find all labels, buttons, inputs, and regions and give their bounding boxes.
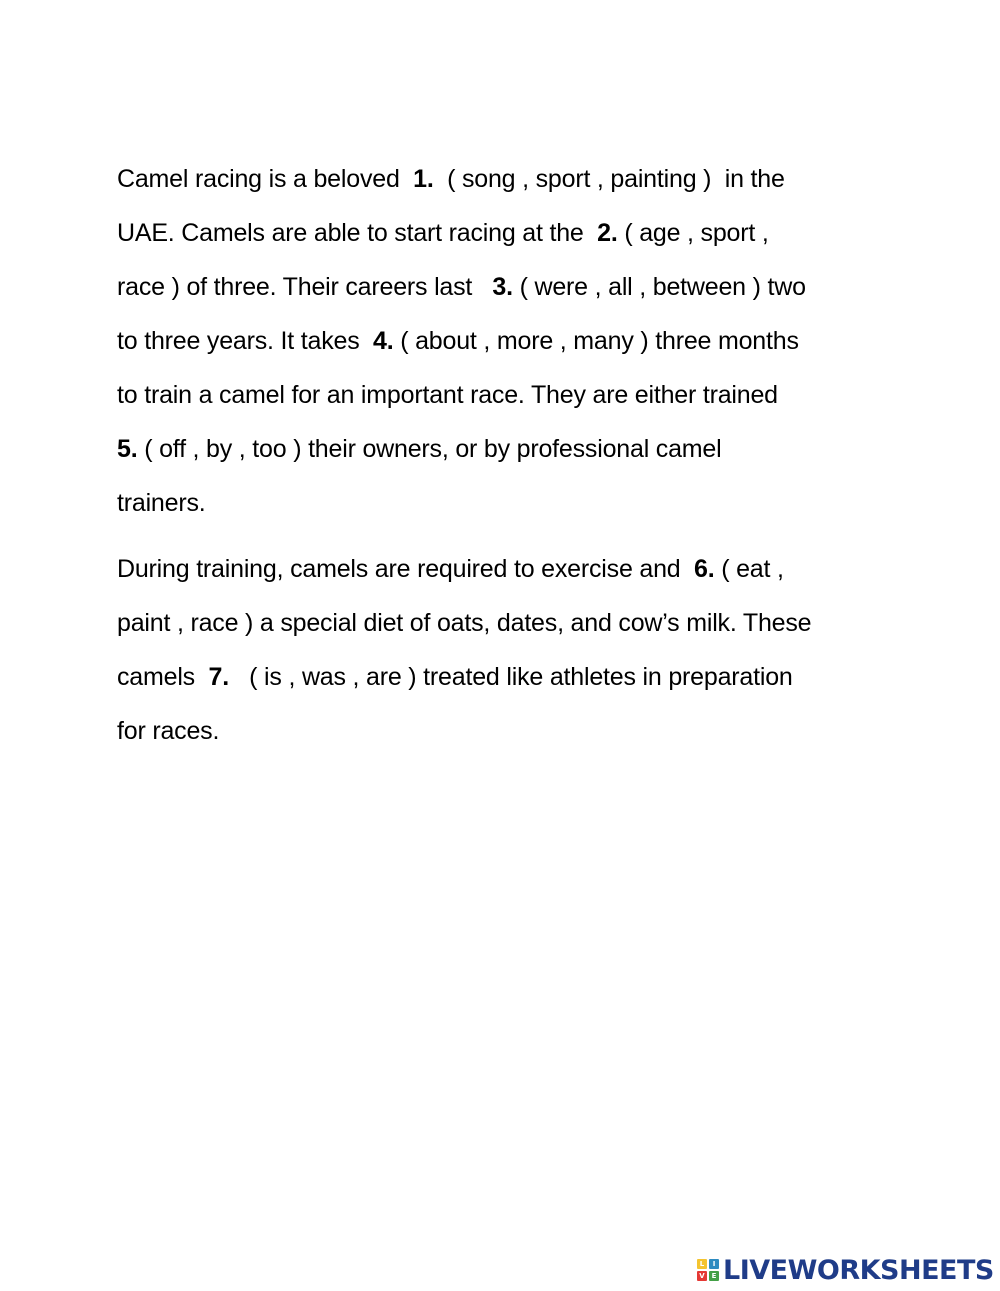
- line-text: to train a camel for an important race. They are either trained: [117, 381, 778, 409]
- brand-name: LIVEWORKSHEETS: [723, 1254, 994, 1286]
- answer-options-6: ( eat ,: [714, 555, 784, 583]
- text-line: [117, 542, 917, 596]
- logo-cell: I: [709, 1259, 719, 1269]
- answer-options-7: ( is , was , are ) treated like athletes in preparation: [228, 663, 793, 691]
- text-line: [117, 368, 917, 422]
- text-line: [117, 260, 917, 314]
- paragraph-spacer: [117, 530, 917, 542]
- answer-options-4: ( about , more , many ) three months: [393, 327, 799, 355]
- question-number-3: 3.: [492, 273, 513, 301]
- text-line: [117, 596, 917, 650]
- question-number-7: 7.: [208, 663, 229, 691]
- text-line: [117, 476, 917, 530]
- text-line: [117, 704, 917, 758]
- line-text: race ) of three. Their careers last: [117, 273, 493, 301]
- paragraph-2: [117, 542, 917, 758]
- line-text: to three years. It takes: [117, 327, 374, 355]
- logo-icon: [697, 1259, 719, 1281]
- answer-options-2: ( age , sport ,: [617, 219, 769, 247]
- line-text: trainers.: [117, 489, 206, 517]
- line-text: During training, camels are required to exercise and: [117, 555, 694, 583]
- text-line: [117, 206, 917, 260]
- text-line: [117, 314, 917, 368]
- question-number-1: 1.: [413, 165, 434, 193]
- answer-options-5: ( off , by , too ) their owners, or by professional camel: [137, 435, 722, 463]
- line-text: paint , race ) a special diet of oats, dates, and cow’s milk. These: [117, 609, 812, 637]
- logo-cell: L: [697, 1259, 707, 1269]
- question-number-6: 6.: [694, 555, 715, 583]
- line-text: Camel racing is a beloved: [117, 165, 414, 193]
- question-number-4: 4.: [373, 327, 394, 355]
- paragraph-1: [117, 152, 917, 530]
- question-number-5: 5.: [117, 435, 138, 463]
- text-line: [117, 152, 917, 206]
- text-line: [117, 650, 917, 704]
- logo-cell: E: [709, 1271, 719, 1281]
- line-text: UAE. Camels are able to start racing at the: [117, 219, 598, 247]
- line-text: camels: [117, 663, 209, 691]
- logo-cell: V: [697, 1271, 707, 1281]
- worksheet-text: [117, 152, 917, 758]
- liveworksheets-logo: [697, 1253, 994, 1287]
- text-line: [117, 422, 917, 476]
- question-number-2: 2.: [597, 219, 618, 247]
- line-text: for races.: [117, 717, 220, 745]
- answer-options-1: ( song , sport , painting ) in the: [433, 165, 785, 193]
- answer-options-3: ( were , all , between ) two: [512, 273, 806, 301]
